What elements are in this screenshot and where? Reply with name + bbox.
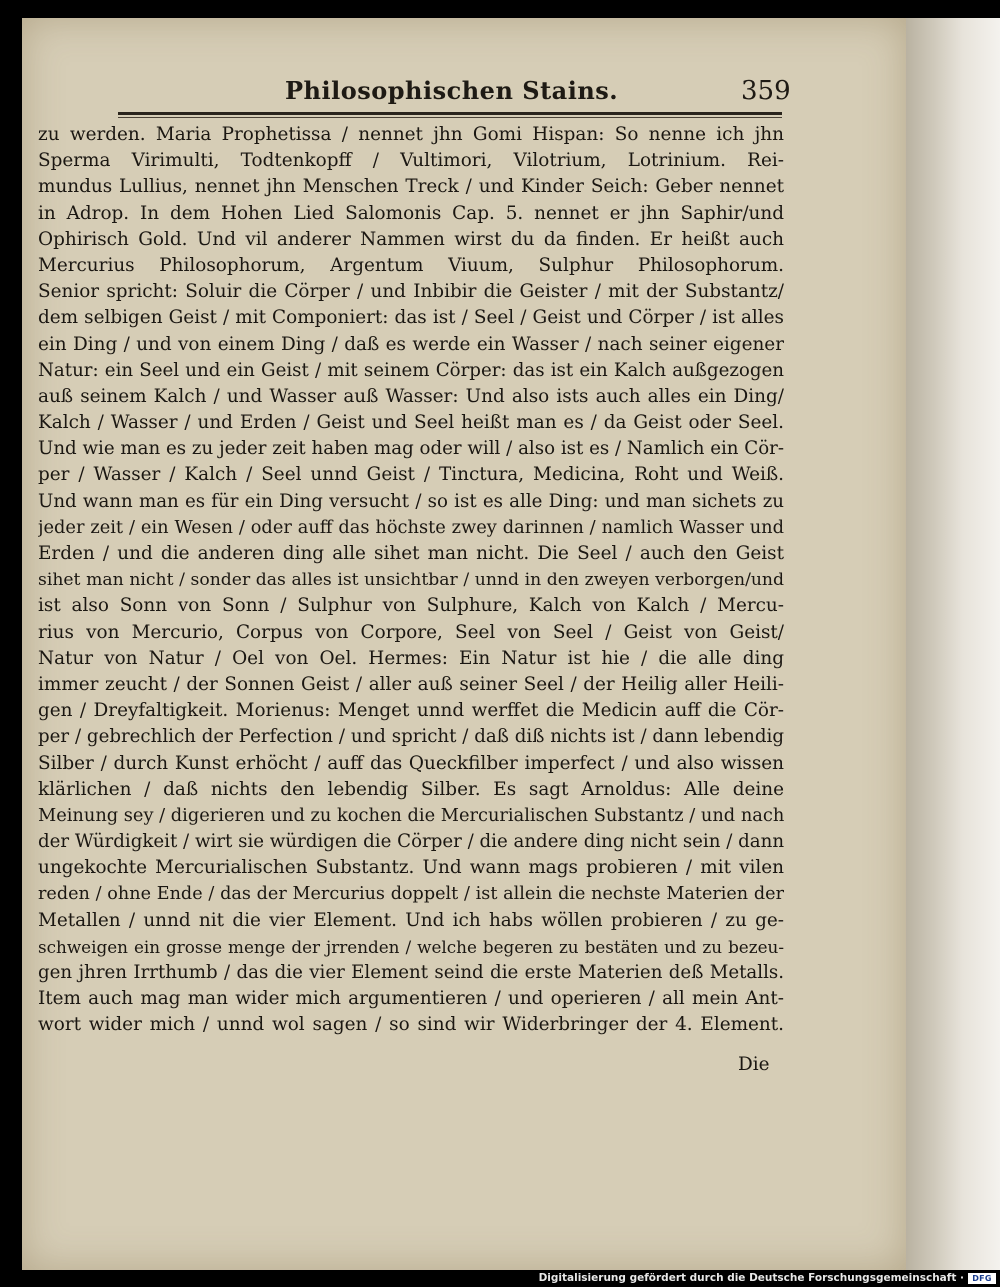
- text-line: klärlichen / daß nichts den lebendig Silber. Es sagt Arnoldus: Alle deine: [38, 778, 784, 800]
- header-rule: [118, 112, 782, 115]
- text-line: mundus Lullius, nennet jhn Menschen Treck / und Kinder Seich: Geber nennet: [38, 176, 784, 198]
- text-line: ist also Sonn von Sonn / Sulphur von Sulphure, Kalch von Kalch / Mercu-: [38, 595, 784, 617]
- text-line: sihet man nicht / sonder das alles ist unsichtbar / unnd in den zweyen verborgen/und: [38, 570, 784, 591]
- text-line: der Würdigkeit / wirt sie würdigen die Cörper / die andere ding nicht sein / dann: [38, 831, 784, 853]
- text-line: per / Wasser / Kalch / Seel unnd Geist / Tinctura, Medicina, Roht und Weiß.: [38, 464, 784, 486]
- catchword: Die: [738, 1054, 770, 1075]
- page-edge-shadow: [906, 18, 1000, 1270]
- funding-credit: Digitalisierung gefördert durch die Deutsche Forschungsgemeinschaft ·: [538, 1272, 964, 1284]
- text-line: Kalch / Wasser / und Erden / Geist und Seel heißt man es / da Geist oder Seel.: [38, 412, 784, 434]
- body-text: [38, 122, 784, 1039]
- text-line: per / gebrechlich der Perfection / und spricht / daß diß nichts ist / dann lebendig: [38, 726, 784, 748]
- page-header: [95, 76, 795, 110]
- text-line: ein Ding / und von einem Ding / daß es werde ein Wasser / nach seiner eigener: [38, 333, 784, 355]
- text-line: Ophirisch Gold. Und vil anderer Nammen wirst du da finden. Er heißt auch: [38, 228, 784, 250]
- text-line: Und wie man es zu jeder zeit haben mag oder will / also ist es / Namlich ein Cör-: [38, 438, 784, 460]
- dfg-logo: DFG: [968, 1273, 996, 1284]
- text-line: Item auch mag man wider mich argumentieren / und operieren / all mein Ant-: [38, 988, 784, 1010]
- page-number: 359: [741, 76, 791, 106]
- text-line: reden / ohne Ende / das der Mercurius doppelt / ist allein die nechste Materien der: [38, 884, 784, 905]
- text-line: dem selbigen Geist / mit Componiert: das ist / Seel / Geist und Cörper / ist alles: [38, 307, 784, 329]
- text-line: schweigen ein grosse menge der jrrenden / welche begeren zu bestäten und zu bezeu-: [38, 936, 784, 957]
- text-line: Metallen / unnd nit die vier Element. Und ich habs wöllen probieren / zu ge-: [38, 909, 784, 931]
- text-line: Und wann man es für ein Ding versucht / so ist es alle Ding: und man sichets zu: [38, 490, 784, 512]
- running-head: Philosophischen Stains.: [285, 76, 619, 105]
- text-line: gen / Dreyfaltigkeit. Morienus: Menget unnd werffet die Medicin auff die Cör-: [38, 700, 784, 722]
- header-rule-thin: [118, 117, 782, 118]
- text-line: Natur von Natur / Oel von Oel. Hermes: Ein Natur ist hie / die alle ding: [38, 647, 784, 669]
- text-line: in Adrop. In dem Hohen Lied Salomonis Cap. 5. nennet er jhn Saphir/und: [38, 202, 784, 224]
- text-line: Silber / durch Kunst erhöcht / auff das Queckfilber imperfect / und also wissen: [38, 752, 784, 774]
- text-line: wort wider mich / unnd wol sagen / so sind wir Widerbringer der 4. Element.: [38, 1014, 784, 1036]
- text-line: zu werden. Maria Prophetissa / nennet jhn Gomi Hispan: So nenne ich jhn: [38, 124, 784, 145]
- text-line: ungekochte Mercurialischen Substantz. Und wann mags probieren / mit vilen: [38, 857, 784, 879]
- text-line: immer zeucht / der Sonnen Geist / aller auß seiner Seel / der Heilig aller Heili-: [38, 673, 784, 695]
- text-line: Mercurius Philosophorum, Argentum Viuum, Sulphur Philosophorum.: [38, 254, 784, 276]
- text-line: Senior spricht: Soluir die Cörper / und Inbibir die Geister / mit der Substantz/: [38, 281, 784, 303]
- text-line: rius von Mercurio, Corpus von Corpore, Seel von Seel / Geist von Geist/: [38, 621, 784, 643]
- text-line: auß seinem Kalch / und Wasser auß Wasser: Und also ists auch alles ein Ding/: [38, 385, 784, 407]
- text-line: Natur: ein Seel und ein Geist / mit seinem Cörper: das ist ein Kalch außgezogen: [38, 359, 784, 381]
- text-line: Sperma Virimulti, Todtenkopff / Vultimori, Vilotrium, Lotrinium. Rei-: [38, 150, 784, 172]
- text-line: gen jhren Irrthumb / das die vier Element seind die erste Materien deß Metalls.: [38, 962, 784, 983]
- text-line: jeder zeit / ein Wesen / oder auff das höchste zwey darinnen / namlich Wasser und: [38, 516, 784, 538]
- text-line: Meinung sey / digerieren und zu kochen die Mercurialischen Substantz / und nach: [38, 804, 784, 826]
- text-line: Erden / und die anderen ding alle sihet man nicht. Die Seel / auch den Geist: [38, 543, 784, 564]
